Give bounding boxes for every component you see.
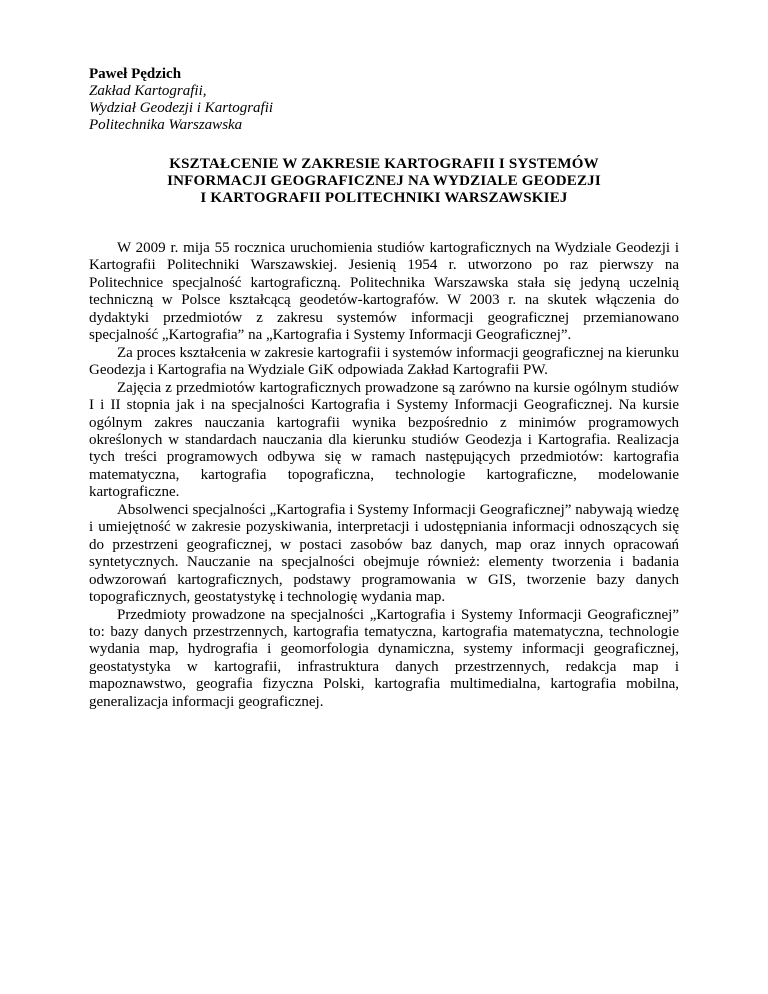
title-line: KSZTAŁCENIE W ZAKRESIE KARTOGRAFII I SYSTEMÓW: [169, 156, 599, 172]
body-text: [89, 240, 679, 711]
author-block: [89, 66, 273, 134]
paragraph: Zajęcia z przedmiotów kartograficznych prowadzone są zarówno na kursie ogólnym studiów I i II stopnia jak i na specjalności Kartografia i Systemy Informacji Geograficznej. Na kursie ogólnym zakres nauczania kartografii wynika bezpośrednio z minimów programowych określonych w standardach nauczania dla kierunku studiów Geodezja i Kartografia. Realizacja tych treści programowych odbywa się w ramach następujących przedmiotów: kartografia matematyczna, kartografia topograficzna, technologie kartograficzne, modelowanie kartograficzne.: [89, 379, 679, 501]
paragraph: Za proces kształcenia w zakresie kartografii i systemów informacji geograficznej na kierunku Geodezja i Kartografia na Wydziale GiK odpowiada Zakład Kartografii PW.: [89, 344, 679, 379]
affiliation-line: Zakład Kartografii,: [89, 83, 207, 99]
paragraph: W 2009 r. mija 55 rocznica uruchomienia studiów kartograficznych na Wydziale Geodezji i Kartografii Politechniki Warszawskiej. Jesienią 1954 r. utworzono po raz pierwszy na Politechnice specjalność kartograficzną. Politechnika Warszawska stała się jedyną uczelnią techniczną w Polsce kształcącą geodetów-kartografów. W 2003 r. na skutek włączenia do dydaktyki przedmiotów z zakresu systemów informacji geograficznej przemianowano specjalność „Kartografia” na „Kartografia i Systemy Informacji Geograficznej”.: [89, 240, 679, 344]
title-line: I KARTOGRAFII POLITECHNIKI WARSZAWSKIEJ: [200, 190, 568, 206]
document-title: [89, 156, 679, 207]
author-name: Paweł Pędzich: [89, 66, 182, 82]
affiliation-line: Wydział Geodezji i Kartografii: [89, 100, 274, 116]
affiliation-line: Politechnika Warszawska: [89, 117, 243, 133]
paragraph: Przedmioty prowadzone na specjalności „Kartografia i Systemy Informacji Geograficznej” to: bazy danych przestrzennych, kartografia tematyczna, kartografia matematyczna, technologie wydania map, hydrografia i geomorfologia dynamiczna, systemy informacji geograficznej, geostatystyka w kartografii, infrastruktura danych przestrzennych, redakcja map i mapoznawstwo, geografia fizyczna Polski, kartografia multimedialna, kartografia mobilna, generalizacja informacji geograficznej.: [89, 606, 679, 710]
paragraph: Absolwenci specjalności „Kartografia i Systemy Informacji Geograficznej” nabywają wiedzę i umiejętność w zakresie pozyskiwania, interpretacji i udostępniania informacji odnoszących się do przestrzeni geograficznej, w postaci zasobów baz danych, map oraz innych opracowań syntetycznych. Nauczanie na specjalności obejmuje również: elementy tworzenia i badania odwzorowań kartograficznych, podstawy programowania w GIS, tworzenie bazy danych topograficznych, geostatystykę i technologię wydania map.: [89, 501, 679, 606]
title-line: INFORMACJI GEOGRAFICZNEJ NA WYDZIALE GEODEZJI: [167, 173, 601, 189]
